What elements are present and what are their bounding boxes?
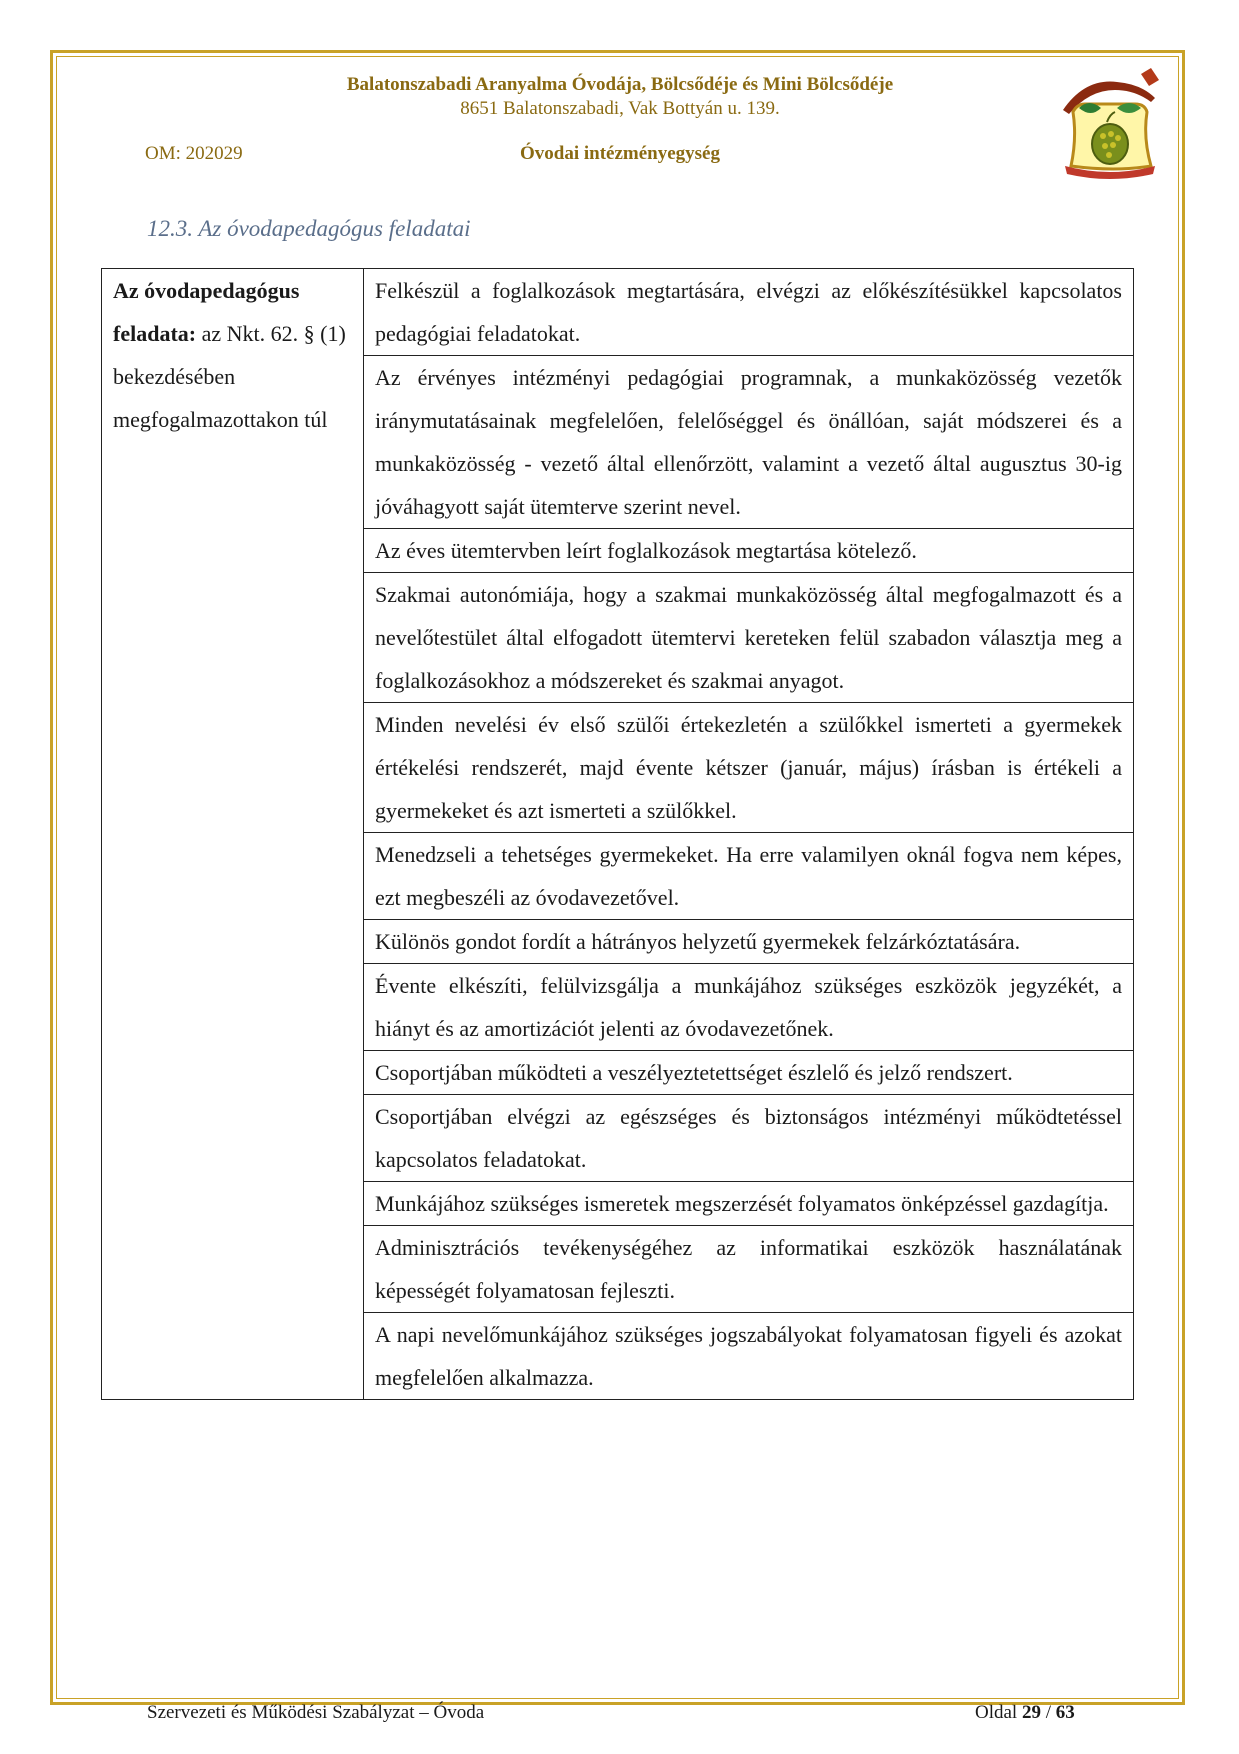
unit-name: Óvodai intézményegység — [519, 143, 720, 164]
om-identifier: OM: 202029 — [145, 143, 243, 164]
duty-item: Menedzseli a tehetséges gyermekeket. Ha erre valamilyen oknál fogva nem képes, ezt megbeszéli az óvodavezetővel. — [364, 833, 1134, 920]
duty-item: Csoportjában működteti a veszélyeztetettséget észlelő és jelző rendszert. — [364, 1051, 1134, 1095]
page-separator: / — [1040, 1702, 1056, 1723]
duty-category-description: az Nkt. 62. § (1) bekezdésében megfogalmazottakon túl — [113, 321, 346, 432]
kindergarten-logo-icon — [1055, 68, 1165, 188]
duty-category-cell — [102, 269, 364, 1400]
duty-item: Felkészül a foglalkozások megtartására, elvégzi az előkészítésükkel kapcsolatos pedagógiai feladatokat. — [364, 269, 1134, 356]
duty-item: Az éves ütemtervben leírt foglalkozások megtartása kötelező. — [364, 529, 1134, 573]
duty-item: Csoportjában elvégzi az egészséges és biztonságos intézményi működtetéssel kapcsolatos feladatokat. — [364, 1095, 1134, 1182]
duty-item: Szakmai autonómiája, hogy a szakmai munkaközösség által megfogalmazott és a nevelőtestület által elfogadott ütemtervi kereteken felül szabadon választja meg a foglalkozásokhoz a módszereket és szakmai anyagot. — [364, 573, 1134, 703]
duty-item: Munkájához szükséges ismeretek megszerzését folyamatos önképzéssel gazdagítja. — [364, 1182, 1134, 1226]
footer-page-number — [975, 1702, 1075, 1724]
duty-item: Minden nevelési év első szülői értekezletén a szülőkkel ismerteti a gyermekek értékelési rendszerét, majd évente kétszer (január, május) írásban is értékeli a gyermekeket és azt ismerteti a szülőkkel. — [364, 703, 1134, 833]
section-heading: 12.3. Az óvodapedagógus feladatai — [147, 216, 471, 241]
duty-item: Adminisztrációs tevékenységéhez az informatikai eszközök használatának képességét folyamatosan fejleszti. — [364, 1226, 1134, 1313]
page-total: 63 — [1055, 1702, 1075, 1723]
page-prefix: Oldal — [975, 1702, 1022, 1723]
duty-category-title: Az óvodapedagógus feladata: — [113, 278, 300, 346]
duty-item: A napi nevelőmunkájához szükséges jogszabályokat folyamatosan figyeli és azokat megfelelően alkalmazza. — [364, 1313, 1134, 1400]
duties-table — [101, 268, 1134, 1400]
duty-item: Különös gondot fordít a hátrányos helyzetű gyermekek felzárkóztatására. — [364, 920, 1134, 964]
footer-document-title: Szervezeti és Működési Szabályzat – Óvoda — [147, 1702, 485, 1723]
institution-name: Balatonszabadi Aranyalma Óvodája, Bölcsődéje és Mini Bölcsődéje — [346, 74, 894, 95]
page-current: 29 — [1021, 1702, 1041, 1723]
duty-item: Az érvényes intézményi pedagógiai programnak, a munkaközösség vezetők iránymutatásainak megfelelően, felelőséggel és önállóan, saját módszerei és a munkaközösség - vezető által ellenőrzött, valamint a vezető által augusztus 30-ig jóváhagyott saját ütemterve szerint nevel. — [364, 356, 1134, 529]
duty-item: Évente elkészíti, felülvizsgálja a munkájához szükséges eszközök jegyzékét, a hiányt és az amortizációt jelenti az óvodavezetőnek. — [364, 964, 1134, 1051]
table-row — [102, 269, 1134, 356]
institution-address: 8651 Balatonszabadi, Vak Bottyán u. 139. — [460, 98, 780, 119]
